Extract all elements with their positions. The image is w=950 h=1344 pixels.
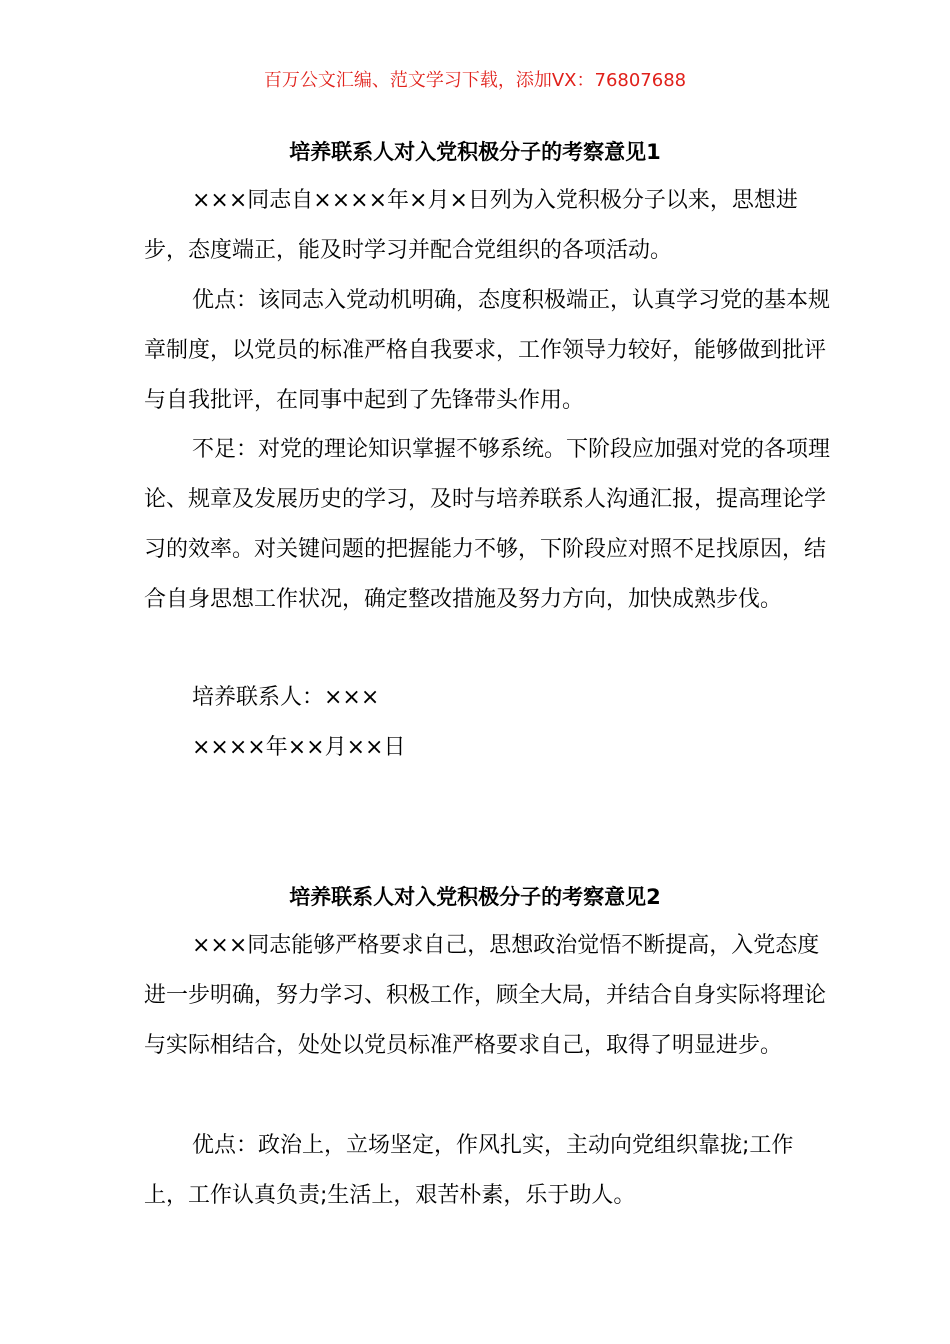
section-1-paragraph-3: 不足：对党的理论知识掌握不够系统。下阶段应加强对党的各项理论、规章及发展历史的学习，及时与培养联系人沟通汇报，提高理论学习的效率。对关键问题的把握能力不够，下阶段应对照不足找原因，结合自身思想工作状况，确定整改措施及努力方向，加快成熟步伐。 bbox=[144, 437, 831, 612]
watermark-text: 百万公文汇编、范文学习下载，添加VX：76807688 bbox=[263, 70, 687, 91]
section-2-paragraph-1: ×××同志能够严格要求自己，思想政治觉悟不断提高，入党态度进一步明确，努力学习、积极工作，顾全大局，并结合自身实际将理论与实际相结合，处处以党员标准严格要求自己，取得了明显进步。 bbox=[144, 933, 827, 1058]
section-2-paragraph-2: 优点：政治上，立场坚定，作风扎实，主动向党组织靠拢;工作上，工作认真负责;生活上，艰苦朴素，乐于助人。 bbox=[144, 1133, 794, 1208]
section-1-paragraph-2: 优点：该同志入党动机明确，态度积极端正，认真学习党的基本规章制度，以党员的标准严格自我要求，工作领导力较好，能够做到批评与自我批评，在同事中起到了先锋带头作用。 bbox=[144, 288, 831, 413]
section-1-date: ××××年××月××日 bbox=[192, 735, 406, 760]
section-1-paragraph-1: ×××同志自××××年×月×日列为入党积极分子以来，思想进步，态度端正，能及时学习并配合党组织的各项活动。 bbox=[144, 188, 798, 263]
section-1-title: 培养联系人对入党积极分子的考察意见1 bbox=[289, 140, 661, 164]
section-1-signer: 培养联系人：××× bbox=[192, 685, 380, 710]
section-2-title: 培养联系人对入党积极分子的考察意见2 bbox=[289, 885, 661, 909]
